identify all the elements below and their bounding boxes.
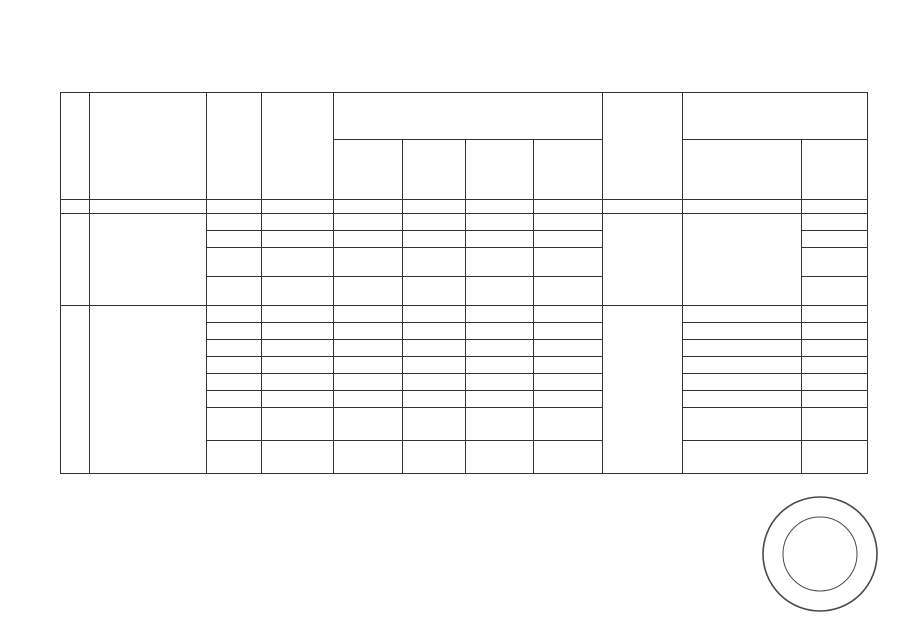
table-row <box>61 306 868 323</box>
col-indicators-group-header <box>683 93 868 140</box>
indicator-name-cell <box>683 214 802 306</box>
column-number <box>207 200 262 214</box>
indicator-name-cell <box>683 357 802 374</box>
budget-table <box>60 92 868 474</box>
indicator-name-cell <box>683 374 802 391</box>
column-number <box>466 200 534 214</box>
indicator-value-cell <box>802 441 868 474</box>
local-cell <box>466 323 534 340</box>
volume-cell <box>262 374 334 391</box>
federal-cell <box>334 214 403 231</box>
volume-cell <box>262 323 334 340</box>
offbudget-cell <box>534 408 603 441</box>
local-cell <box>466 391 534 408</box>
federal-cell <box>334 231 403 248</box>
federal-cell <box>334 408 403 441</box>
indicator-value-cell <box>802 306 868 323</box>
indicator-value-cell <box>802 357 868 374</box>
column-number-row <box>61 200 868 214</box>
offbudget-cell <box>534 357 603 374</box>
participant-cell <box>603 214 683 306</box>
regional-cell <box>403 340 466 357</box>
term-cell <box>207 374 262 391</box>
indicator-value-cell <box>802 374 868 391</box>
indicator-value-cell <box>802 231 868 248</box>
term-cell <box>207 357 262 374</box>
federal-cell <box>334 357 403 374</box>
regional-cell <box>403 391 466 408</box>
participant-cell <box>603 306 683 474</box>
column-number <box>683 200 802 214</box>
offbudget-cell <box>534 248 603 277</box>
term-cell <box>207 214 262 231</box>
column-number <box>334 200 403 214</box>
federal-cell <box>334 306 403 323</box>
offbudget-cell <box>534 441 603 474</box>
term-cell <box>207 323 262 340</box>
indicator-value-cell <box>802 391 868 408</box>
offbudget-cell <box>534 231 603 248</box>
local-cell <box>466 248 534 277</box>
offbudget-cell <box>534 306 603 323</box>
regional-cell <box>403 441 466 474</box>
col-regional-header <box>403 140 466 200</box>
regional-cell <box>403 374 466 391</box>
term-cell <box>207 277 262 306</box>
volume-cell <box>262 214 334 231</box>
term-cell <box>207 231 262 248</box>
column-number <box>534 200 603 214</box>
col-participant-header <box>603 93 683 200</box>
regional-cell <box>403 408 466 441</box>
indicator-value-cell <box>802 323 868 340</box>
term-cell <box>207 391 262 408</box>
col-federal-header <box>334 140 403 200</box>
regional-cell <box>403 357 466 374</box>
column-number <box>90 200 207 214</box>
indicator-value-cell <box>802 340 868 357</box>
volume-cell <box>262 248 334 277</box>
regional-cell <box>403 277 466 306</box>
name-cell <box>90 214 207 306</box>
col-offbudget-header <box>534 140 603 200</box>
local-cell <box>466 214 534 231</box>
indicator-name-cell <box>683 441 802 474</box>
col-no-header <box>61 93 90 200</box>
volume-cell <box>262 441 334 474</box>
indicator-name-cell <box>683 391 802 408</box>
federal-cell <box>334 391 403 408</box>
stamp-outer-ring <box>763 497 877 611</box>
regional-cell <box>403 323 466 340</box>
col-indicator-name-header <box>683 140 802 200</box>
term-cell <box>207 441 262 474</box>
offbudget-cell <box>534 214 603 231</box>
local-cell <box>466 306 534 323</box>
col-local-header <box>466 140 534 200</box>
regional-cell <box>403 231 466 248</box>
federal-cell <box>334 374 403 391</box>
local-cell <box>466 408 534 441</box>
indicator-name-cell <box>683 323 802 340</box>
col-sources-group-header <box>334 93 603 140</box>
offbudget-cell <box>534 323 603 340</box>
table-row <box>61 214 868 231</box>
local-cell <box>466 441 534 474</box>
term-cell <box>207 306 262 323</box>
regional-cell <box>403 306 466 323</box>
no-cell <box>61 214 90 306</box>
federal-cell <box>334 248 403 277</box>
column-number <box>603 200 683 214</box>
federal-cell <box>334 323 403 340</box>
regional-cell <box>403 214 466 231</box>
column-number <box>61 200 90 214</box>
volume-cell <box>262 306 334 323</box>
indicator-value-cell <box>802 214 868 231</box>
col-name-header <box>90 93 207 200</box>
subtotal-label <box>90 306 207 474</box>
column-number <box>262 200 334 214</box>
indicator-value-cell <box>802 248 868 277</box>
local-cell <box>466 277 534 306</box>
volume-cell <box>262 231 334 248</box>
offbudget-cell <box>534 374 603 391</box>
term-cell <box>207 340 262 357</box>
no-cell <box>61 306 90 474</box>
offbudget-cell <box>534 391 603 408</box>
indicator-name-cell <box>683 408 802 441</box>
col-term-header <box>207 93 262 200</box>
column-number <box>802 200 868 214</box>
local-cell <box>466 340 534 357</box>
offbudget-cell <box>534 277 603 306</box>
local-cell <box>466 357 534 374</box>
protocol-group-stamp <box>760 494 880 614</box>
local-cell <box>466 374 534 391</box>
indicator-value-cell <box>802 277 868 306</box>
indicator-value-cell <box>802 408 868 441</box>
col-volume-header <box>262 93 334 200</box>
federal-cell <box>334 277 403 306</box>
indicator-name-cell <box>683 306 802 323</box>
volume-cell <box>262 357 334 374</box>
indicator-name-cell <box>683 340 802 357</box>
regional-cell <box>403 248 466 277</box>
term-cell <box>207 408 262 441</box>
federal-cell <box>334 340 403 357</box>
volume-cell <box>262 408 334 441</box>
volume-cell <box>262 277 334 306</box>
col-indicator-values-header <box>802 140 868 200</box>
volume-cell <box>262 391 334 408</box>
federal-cell <box>334 441 403 474</box>
column-number <box>403 200 466 214</box>
local-cell <box>466 231 534 248</box>
stamp-inner-ring <box>783 517 857 591</box>
volume-cell <box>262 340 334 357</box>
term-cell <box>207 248 262 277</box>
offbudget-cell <box>534 340 603 357</box>
